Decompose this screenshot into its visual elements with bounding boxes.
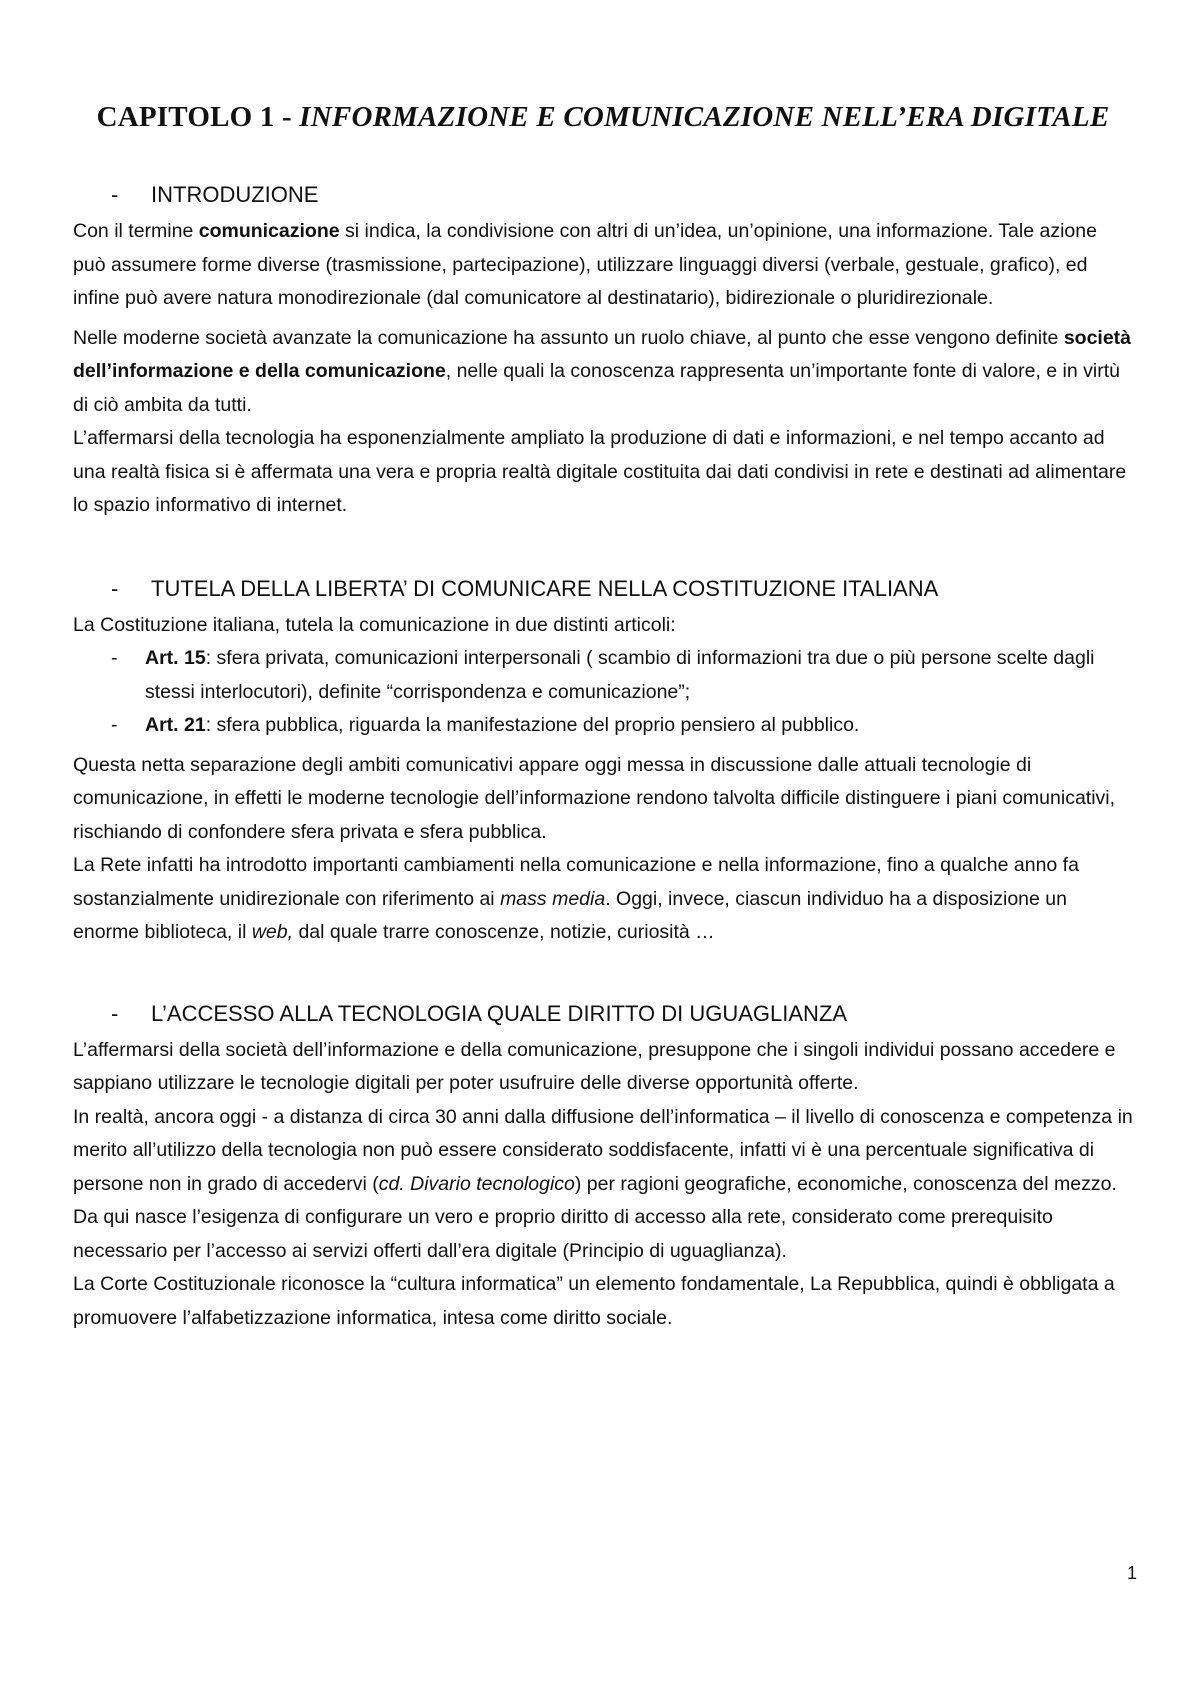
text-run: , nelle quali la conoscenza rappresenta un’importante fonte di valore, e in virtù di ciò ambita da tutti.: [73, 360, 1120, 416]
list-item-art-15: [73, 642, 1133, 709]
list-dash: -: [111, 714, 118, 736]
text-run: La Rete infatti ha introdotto importanti cambiamenti nella comunicazione e nella informazione, fino a qualche anno fa sostanzialmente unidirezionale con riferimento ai: [73, 854, 1079, 910]
text-run: si indica, la condivisione con altri di un’idea, un’opinione, una informazione. Tale azione può assumere forme diverse (trasmissione, partecipazione), utilizzare linguaggi diversi (verbale, gestuale, grafico), ed infine può avere natura monodirezionale (dal comunicatore al destinatario), bidirezionale o pluridirezionale.: [73, 220, 1097, 309]
section-heading-accesso: [73, 998, 1133, 1030]
page-number: 1: [1126, 1563, 1137, 1583]
text-run: La Costituzione italiana, tutela la comunicazione in due distinti articoli:: [73, 613, 676, 636]
text-run: L’affermarsi della società dell’informazione e della comunicazione, presuppone che i singoli individui possano accedere e sappiano utilizzare le tecnologie digitali per poter usufruire delle diverse opportunità offerte.: [73, 1038, 1116, 1094]
list-item-text: [145, 709, 1133, 743]
chapter-title: [73, 97, 1133, 137]
section-heading-text: L’ACCESSO ALLA TECNOLOGIA QUALE DIRITTO DI UGUAGLIANZA: [151, 1000, 848, 1026]
text-run: In realtà, ancora oggi - a distanza di circa 30 anni dalla diffusione dell’informatica – il livello di conoscenza e competenza in merito all’utilizzo della tecnologia non può essere considerato soddisfacente, infatti vi è una percentuale significativa di persone non in grado di accedervi (: [73, 1105, 1133, 1195]
chapter-title-number: CAPITOLO 1: [96, 101, 275, 133]
text-run: . Oggi, invece, ciascun individuo ha a disposizione un enorme biblioteca, il: [73, 887, 1067, 943]
italic-term: mass media: [500, 887, 606, 910]
italic-term: cd. Divario tecnologico: [378, 1172, 575, 1195]
article-label: Art. 21: [145, 714, 206, 736]
paragraph-divario: [73, 1101, 1133, 1202]
bold-term: comunicazione: [198, 220, 340, 242]
paragraph-corte-costituzionale: [73, 1268, 1133, 1335]
text-run: : sfera pubblica, riguarda la manifestazione del proprio pensiero al pubblico.: [205, 714, 860, 736]
article-label: Art. 15: [145, 647, 206, 669]
section-spacer: [73, 950, 1133, 998]
document-content: [73, 97, 1133, 1335]
italic-term: web,: [251, 921, 294, 943]
section-spacer: [73, 523, 1133, 573]
text-run: : sfera privata, comunicazioni interpersonali ( scambio di informazioni tra due o più persone scelte dagli stessi interlocutori), definite “corrispondenza e comunicazione”;: [145, 647, 1095, 703]
paragraph-separazione-ambiti: [73, 749, 1133, 850]
chapter-title-separator: -: [274, 101, 300, 133]
section-heading-introduzione: [73, 179, 1133, 211]
text-run: La Corte Costituzionale riconosce la “cultura informatica” un elemento fondamentale, La Repubblica, quindi è obbligata a promuovere l’alfabetizzazione informatica, intesa come diritto sociale.: [73, 1273, 1115, 1329]
paragraph-costituzione-intro: [73, 609, 1133, 643]
paragraph-comunicazione: [73, 215, 1133, 316]
text-run: Con il termine: [73, 220, 199, 242]
heading-dash: -: [111, 575, 119, 601]
list-item-art-21: [73, 709, 1133, 743]
paragraph-rete: [73, 849, 1133, 950]
heading-dash: -: [111, 182, 119, 207]
text-run: dal quale trarre conoscenze, notizie, curiosità …: [293, 921, 715, 943]
paragraph-societa-informazione: [73, 322, 1133, 423]
section-heading-text: TUTELA DELLA LIBERTA’ DI COMUNICARE NELLA COSTITUZIONE ITALIANA: [151, 575, 939, 601]
text-run: Da qui nasce l’esigenza di configurare un vero e proprio diritto di accesso alla rete, considerato come prerequisito necessario per l’accesso ai servizi offerti dall’era digitale (Principio di uguaglianza).: [73, 1206, 1053, 1262]
list-item-text: [145, 642, 1133, 709]
articles-list: [73, 642, 1133, 743]
section-heading-tutela: [73, 573, 1133, 605]
text-run: L’affermarsi della tecnologia ha esponenzialmente ampliato la produzione di dati e informazioni, e nel tempo accanto ad una realtà fisica si è affermata una vera e propria realtà digitale costituita dai dati condivisi in rete e destinati ad alimentare lo spazio informativo di internet.: [73, 427, 1127, 516]
text-run: Questa netta separazione degli ambiti comunicativi appare oggi messa in discussione dalle attuali tecnologie di comunicazione, in effetti le moderne tecnologie dell’informazione rendono talvolta difficile distinguere i piani comunicativi, rischiando di confondere sfera privata e sfera pubblica.: [73, 753, 1116, 843]
paragraph-tecnologia: [73, 422, 1133, 523]
bold-term: società dell’informazione e della comunicazione: [73, 326, 1132, 382]
paragraph-affermarsi-societa: [73, 1034, 1133, 1101]
text-run: Nelle moderne società avanzate la comunicazione ha assunto un ruolo chiave, al punto che esse vengono definite: [73, 326, 1064, 349]
heading-dash: -: [111, 1000, 119, 1026]
text-run: ) per ragioni geografiche, economiche, conoscenza del mezzo.: [574, 1172, 1117, 1195]
chapter-title-text: INFORMAZIONE E COMUNICAZIONE NELL’ERA DIGITALE: [299, 101, 1110, 133]
section-heading-text: INTRODUZIONE: [151, 182, 319, 207]
paragraph-diritto-accesso: [73, 1201, 1133, 1268]
list-dash: -: [111, 647, 118, 669]
